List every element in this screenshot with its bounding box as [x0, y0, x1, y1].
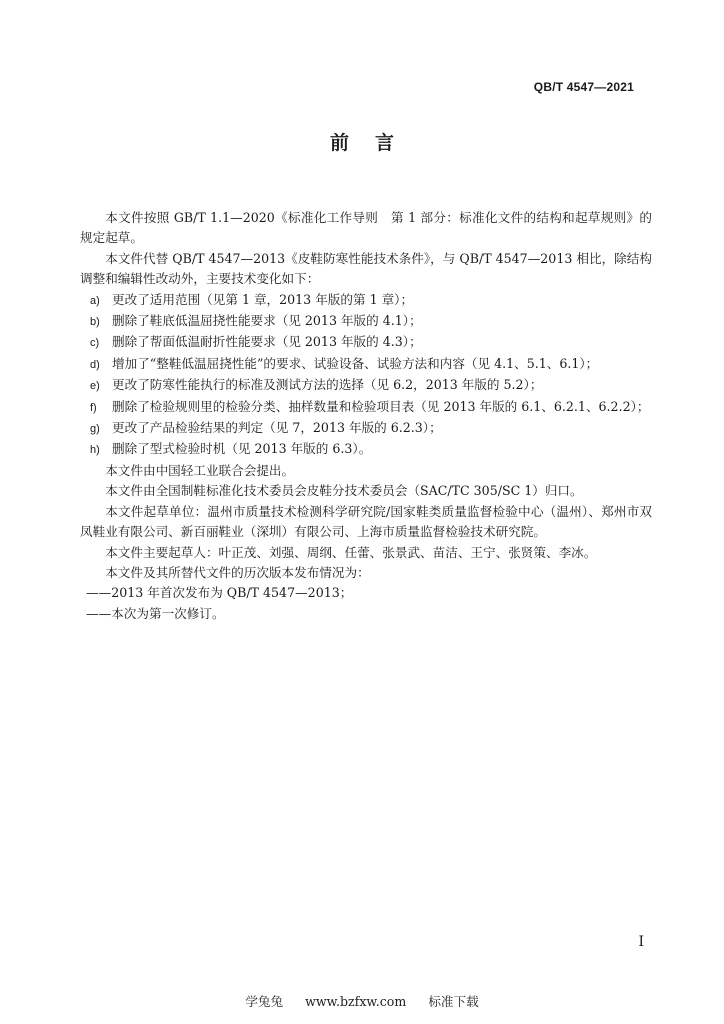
footer-url[interactable]: www.bzfxw.com [305, 994, 407, 1009]
list-item-text: 删除了帮面低温耐折性能要求（见 2013 年版的 4.3）； [112, 334, 422, 350]
list-marker: d) [90, 358, 100, 371]
list-item [80, 311, 652, 332]
history-item: ——2013 年首次发布为 QB/T 4547—2013； [86, 585, 353, 601]
document-code: QB/T 4547—2021 [533, 80, 634, 94]
list-item [80, 332, 652, 353]
list-marker: b) [90, 316, 100, 329]
paragraph-drafters: 本文件主要起草人：叶正茂、刘强、周纲、任蕾、张景武、苗洁、王宁、张贤策、李冰。 [105, 544, 597, 560]
list-marker: e) [90, 380, 100, 393]
list-item-text: 更改了防寒性能执行的标准及测试方法的选择（见 6.2，2013 年版的 5.2）； [112, 377, 543, 393]
list-item [80, 418, 652, 439]
list-item [80, 375, 652, 396]
footer-site-name: 学兔兔 [245, 994, 284, 1009]
list-marker: a) [90, 294, 100, 307]
page-title: 前言 [329, 132, 420, 154]
list-item [80, 354, 652, 375]
list-item-text: 删除了鞋底低温屈挠性能要求（见 2013 年版的 4.1）； [112, 313, 422, 329]
list-marker: f) [90, 401, 97, 414]
history-list [80, 583, 652, 624]
list-item [80, 290, 652, 311]
paragraph-proposed-by: 本文件由中国轻工业联合会提出。 [105, 462, 295, 478]
paragraph-drafting-basis: 本文件按照 GB/T 1.1—2020《标准化工作导则 第 1 部分：标准化文件的结构和起草规则》的规定起草。 [80, 210, 652, 246]
list-marker: c) [90, 337, 100, 350]
list-item-text: 删除了检验规则里的检验分类、抽样数量和检验项目表（见 2013 年版的 6.1、6.2.1、6.2.2）； [112, 398, 650, 414]
history-item: ——本次为第一次修订。 [86, 605, 225, 621]
changes-list [80, 290, 652, 461]
document-body [80, 208, 652, 624]
list-marker: g) [90, 423, 100, 436]
paragraph-managed-by: 本文件由全国制鞋标准化技术委员会皮鞋分技术委员会（SAC/TC 305/SC 1）归口。 [105, 483, 583, 499]
page-number: I [638, 934, 644, 950]
list-marker: h) [90, 444, 100, 457]
list-item-text: 删除了型式检验时机（见 2013 年版的 6.3）。 [112, 441, 372, 457]
footer-watermark [0, 991, 724, 1010]
list-item [80, 439, 652, 460]
list-item-text: 更改了产品检验结果的判定（见 7，2013 年版的 6.2.3）； [112, 420, 442, 436]
list-item-text: 增加了“整鞋低温屈挠性能”的要求、试验设备、试验方法和内容（见 4.1、5.1、6.1）； [112, 355, 599, 371]
paragraph-replacement: 本文件代替 QB/T 4547—2013《皮鞋防寒性能技术条件》，与 QB/T 4547—2013 相比，除结构调整和编辑性改动外，主要技术变化如下： [80, 250, 652, 287]
paragraph-drafting-units: 本文件起草单位：温州市质量技术检测科学研究院/国家鞋类质量监督检验中心（温州）、郑州市双凤鞋业有限公司、新百丽鞋业（深圳）有限公司、上海市质量监督检验技术研究院。 [80, 503, 652, 540]
paragraph-history-intro: 本文件及其所替代文件的历次版本发布情况为： [105, 564, 370, 580]
list-item [80, 397, 652, 418]
footer-slogan: 标准下载 [428, 994, 479, 1009]
list-item-text: 更改了适用范围（见第 1 章，2013 年版的第 1 章）； [112, 291, 414, 307]
